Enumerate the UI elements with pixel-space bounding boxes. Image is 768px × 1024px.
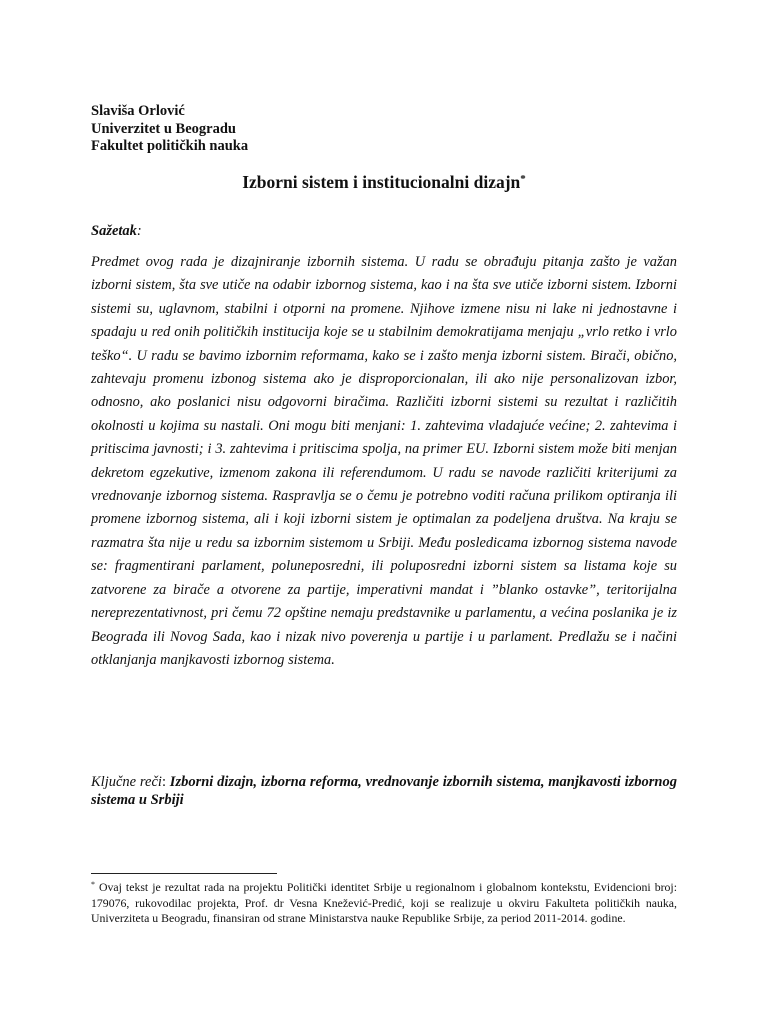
footnote-text: Ovaj tekst je rezultat rada na projektu Politički identitet Srbije u regionalnom i globalnom kontekstu, Evidencioni broj: 179076, rukovodilac projekta, Prof. dr Vesna Knežević-Predić, koji se realizuje u okviru Fakulteta političkih nauka, Univerziteta u Beogradu, finansiran od strane Ministarstva nauke Republike Srbije, za period 2011-2014. godine. <box>91 880 677 925</box>
title-footnote-mark: * <box>520 173 526 185</box>
keywords-label: Ključne reči <box>91 774 162 790</box>
footnote <box>91 880 677 927</box>
abstract-body: Predmet ovog rada je dizajniranje izbornih sistema. U radu se obrađuju pitanja zašto je važan izborni sistem, šta sve utiče na odabir izbornog sistema, kao i na šta sve utiče izborni sistem. Izborni sistemi su, uglavnom, stabilni i otporni na promene. Njihove izmene nisu ni lake ni jednostavne i spadaju u red onih političkih institucija koje se u stabilnim demokratijama menjaju „vrlo retko i vrlo teško“. U radu se bavimo izbornim reformama, kako se i zašto menja izborni sistem. Birači, obično, zahtevaju promenu izbonog sistema ako je disproporcionalan, ili ako nije personalizovan izbor, odnosno, ako poslanici nisu odgovorni biračima. Različiti izborni sistemi su rezultat i različitih okolnosti u kojima su nastali. Oni mogu biti menjani: 1. zahtevima vladajuće većine; 2. zahtevima i pritiscima javnosti; i 3. zahtevima i pritiscima spolja, na primer EU. Izborni sistem može biti menjan dekretom egzekutive, izmenom zakona ili referendumom. U radu se navode različiti kriterijumi za vrednovanje izbornog sistema. Raspravlja se o čemu je potrebno voditi računa prilikom optiranja ili promene izbornog sistema, ali i koji izborni sistem je optimalan za podeljena društva. Na kraju se razmatra šta nije u redu sa izbornim sistemom u Srbiji. Među posledicama izbornog sistema navode se: fragmentirani parlament, poluneposredni, ili poluposredni izborni sistem sa listama koje su zatvorene za birače a otvorene za partije, imperativni mandat i ”blanko ostavke”, teritorijalna nereprezentativnost, pri čemu 72 opštine nemaju predstavnike u parlamentu, a većina poslanika je iz Beograda ili Novog Sada, kao i nizak nivo poverenja u partije i u parlament. Predlažu se i načini otklanjanja manjkavosti izbornog sistema. <box>91 254 677 668</box>
footnote-divider <box>91 873 277 874</box>
abstract-heading <box>91 222 142 240</box>
keywords-paragraph <box>91 774 677 809</box>
author-name: Slaviša Orlović <box>91 103 185 119</box>
author-university: Univerzitet u Beogradu <box>91 120 236 137</box>
abstract-label-suffix: : <box>136 223 142 239</box>
abstract-label: Sažetak <box>91 223 137 239</box>
paper-title <box>0 171 768 193</box>
keywords-separator: : <box>161 774 170 790</box>
author-block <box>91 103 248 156</box>
author-faculty: Fakultet političkih nauka <box>91 138 249 154</box>
paper-title-text: Izborni sistem i institucionalni dizajn <box>242 172 521 192</box>
keywords-values: Izborni dizajn, izborna reforma, vrednovanje izbornih sistema, manjkavosti izbornog sistema u Srbiji <box>91 774 677 808</box>
footnote-mark: * <box>91 880 95 889</box>
